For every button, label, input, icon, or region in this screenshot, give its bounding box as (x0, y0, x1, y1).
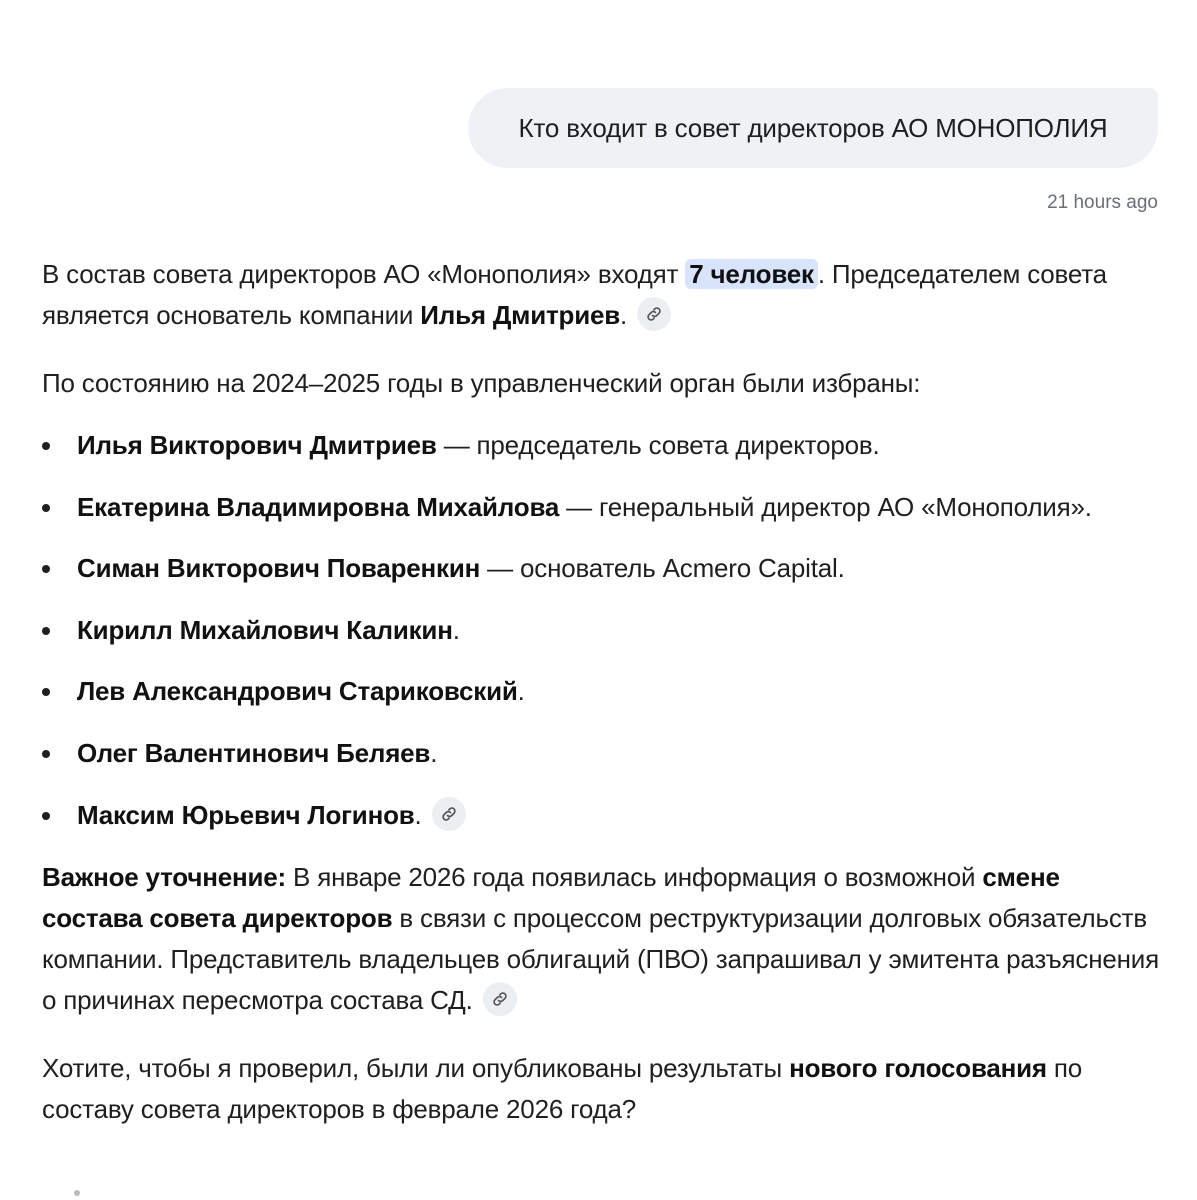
list-item (42, 548, 1162, 589)
link-icon (440, 805, 458, 823)
member-role: — основатель Acmero Capital. (480, 553, 845, 584)
member-count-highlight: 7 человек (685, 259, 818, 289)
link-icon (645, 305, 663, 323)
list-item (42, 733, 1162, 774)
intro-text-1: В состав совета директоров АО «Монополия» входят (42, 259, 686, 289)
member-role: . (517, 676, 525, 707)
member-name: Лев Александрович Стариковский (77, 676, 518, 707)
note-bold: смене состава совета директоров (42, 861, 1060, 933)
list-item (42, 487, 1162, 528)
response-actions-stub (74, 1190, 80, 1196)
member-name: Симан Викторович Поваренкин (77, 553, 481, 584)
intro-text-2: . Председателем совета является основатель компании (42, 259, 1107, 330)
link-icon (491, 990, 509, 1008)
note-text-2: в связи с процессом реструктуризации долговых обязательств компании. Представитель владельцев облигаций (ПВО) запрашивал у эмитента разъяснения о причинах пересмотра состава СД. (42, 902, 1159, 1015)
question-bold: нового голосования (789, 1052, 1047, 1083)
intro-text-3: . (620, 300, 628, 330)
member-name: Олег Валентинович Беляев (77, 737, 431, 768)
member-name: Кирилл Михайлович Каликин (77, 614, 453, 645)
source-link-button[interactable] (637, 297, 671, 331)
note-label: Важное уточнение: (42, 861, 287, 892)
intro-paragraph (42, 254, 1162, 336)
user-message-text: Кто входит в совет директоров АО МОНОПОЛИЯ (518, 112, 1108, 143)
question-text-2: по составу совета директоров в феврале 2026 года? (42, 1052, 1083, 1124)
followup-question (42, 1048, 1162, 1130)
member-role: — генеральный директор АО «Монополия». (559, 491, 1092, 522)
message-timestamp: 21 hours ago (1047, 192, 1158, 213)
member-role: . (452, 614, 460, 645)
list-item (42, 610, 1162, 651)
list-item (42, 795, 1162, 836)
note-text-1: В январе 2026 года появилась информация о возможной (286, 861, 983, 892)
member-role: . (414, 799, 422, 830)
member-name: Екатерина Владимировна Михайлова (77, 491, 560, 522)
list-intro: По состоянию на 2024–2025 годы в управленческий орган были избраны: (42, 368, 921, 398)
source-link-button[interactable] (432, 797, 466, 831)
member-role: . (430, 737, 438, 768)
member-name: Максим Юрьевич Логинов (77, 799, 415, 830)
member-name: Илья Викторович Дмитриев (77, 430, 437, 460)
member-role: — председатель совета директоров. (436, 430, 880, 460)
list-item (42, 671, 1162, 712)
note-paragraph (42, 857, 1162, 1021)
user-message-bubble (468, 88, 1158, 168)
list-item (42, 425, 1162, 466)
board-members-list (42, 425, 1162, 836)
chair-name: Илья Дмитриев (420, 300, 621, 330)
assistant-response (42, 254, 1162, 1130)
question-text-1: Хотите, чтобы я проверил, были ли опубликованы результаты (42, 1052, 790, 1083)
source-link-button[interactable] (483, 982, 517, 1016)
